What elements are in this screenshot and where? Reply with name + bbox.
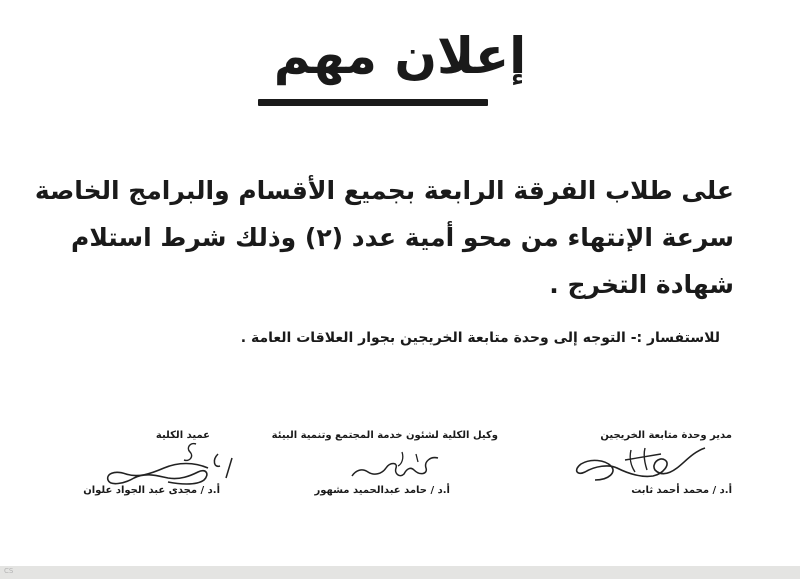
announcement-body [34,167,734,308]
handwritten-signature [565,442,715,484]
scan-bottom-edge [0,566,800,579]
signature-block-vice-dean [271,430,510,500]
signature-name: أ.د / محمد أحمد ثابت [631,485,732,496]
scanner-watermark: CS [4,567,14,575]
signature-block-dean [60,430,260,500]
handwritten-signature [346,448,446,482]
signature-title: وكيل الكلية لشئون خدمة المجتمع وتنمية البيئة [271,430,498,441]
body-line: على طلاب الفرقة الرابعة بجميع الأقسام والبرامج الخاصة [34,176,734,205]
title-underline [258,99,488,106]
signature-title: عميد الكلية [155,430,210,441]
signature-block-graduates-director [560,430,740,500]
signature-name: أ.د / حامد عبدالحميد مشهور [314,485,450,496]
signature-name: أ.د / مجدى عبد الجواد علوان [83,485,220,496]
announcement-title: إعلان مهم [273,27,527,85]
body-line: شهادة التخرج . [549,270,734,299]
body-line: سرعة الإنتهاء من محو أمية عدد (٢) وذلك شرط استلام [71,223,734,252]
inquiry-note: للاستفسار :- التوجه إلى وحدة متابعة الخريجين بجوار العلاقات العامة . [240,330,720,346]
signature-title: مدير وحدة متابعة الخريجين [600,430,732,441]
handwritten-signature [98,438,238,490]
